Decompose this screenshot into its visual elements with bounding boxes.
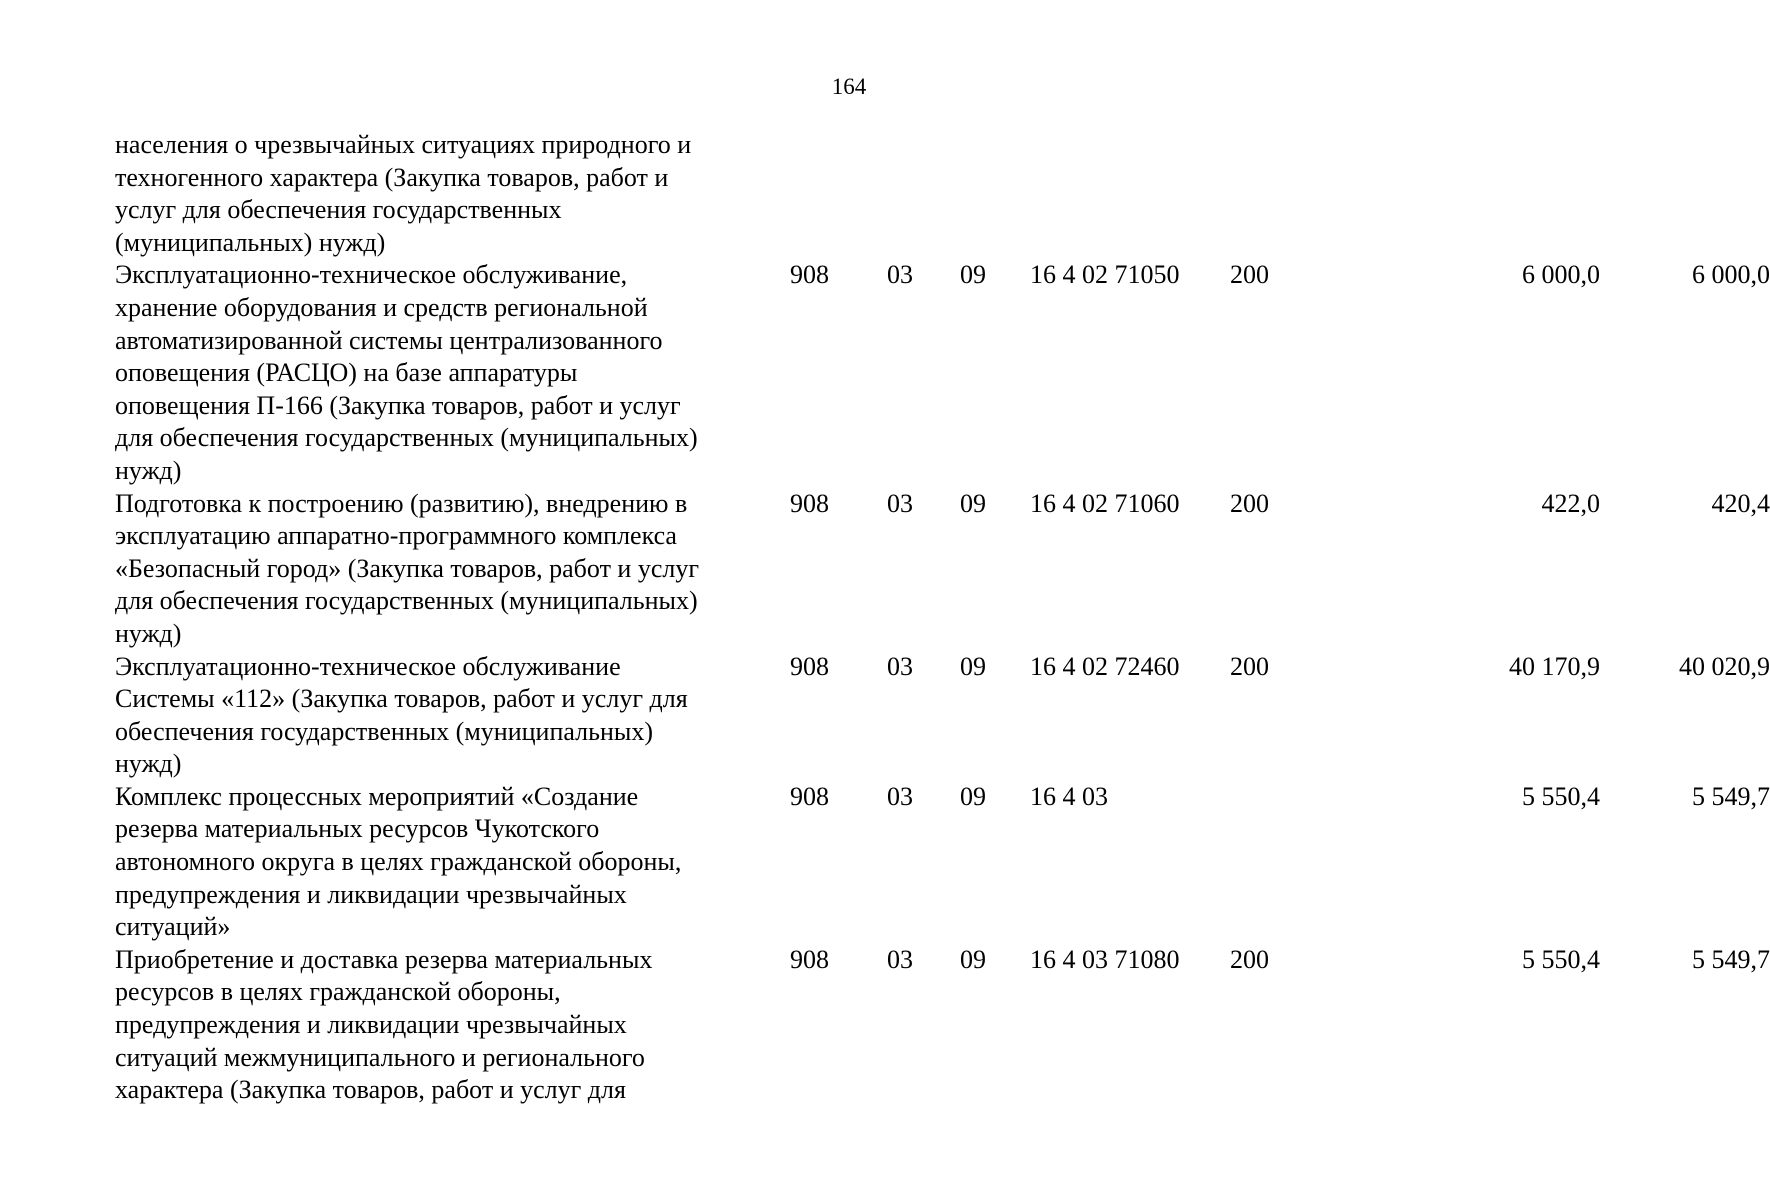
table-row bbox=[115, 259, 1770, 487]
row-target-article: 16 4 02 72460 bbox=[1030, 651, 1180, 681]
row-admin-code: 908 bbox=[790, 944, 829, 974]
table-row bbox=[115, 129, 1665, 259]
row-description: Подготовка к построению (развитию), внедрению в эксплуатацию аппаратно-программного комплекса «Безопасный город» (Закупка товаров, работ и услуг для обеспечения государственных (муниципальных) нужд) bbox=[115, 488, 700, 648]
row-sum-executed: 420,4 bbox=[1711, 488, 1770, 518]
row-description: Комплекс процессных мероприятий «Создание резерва материальных ресурсов Чукотского автономного округа в целях гражданской обороны, предупреждения и ликвидации чрезвычайных ситуаций» bbox=[115, 781, 682, 942]
row-section-code: 03 bbox=[887, 781, 913, 811]
row-admin-code: 908 bbox=[790, 781, 829, 811]
row-admin-code: 908 bbox=[790, 488, 829, 518]
budget-table bbox=[115, 129, 1770, 1107]
row-admin-code: 908 bbox=[790, 260, 829, 290]
row-expense-type: 200 bbox=[1230, 488, 1269, 518]
row-section-code: 03 bbox=[887, 260, 913, 290]
row-subsection-code: 09 bbox=[960, 260, 986, 290]
row-sum-executed: 40 020,9 bbox=[1679, 651, 1770, 681]
row-expense-type: 200 bbox=[1230, 260, 1269, 290]
row-sum-executed: 5 549,7 bbox=[1692, 781, 1770, 811]
row-description: Эксплуатационно-техническое обслуживание Системы «112» (Закупка товаров, работ и услуг для обеспечения государственных (муниципальных) нужд) bbox=[115, 651, 688, 779]
row-expense-type: 200 bbox=[1230, 944, 1269, 974]
table-row bbox=[115, 651, 1770, 781]
row-section-code: 03 bbox=[887, 488, 913, 518]
row-subsection-code: 09 bbox=[960, 651, 986, 681]
row-target-article: 16 4 02 71050 bbox=[1030, 260, 1180, 290]
row-sum-executed: 5 549,7 bbox=[1692, 944, 1770, 974]
row-sum-executed: 6 000,0 bbox=[1692, 260, 1770, 290]
page-number: 164 bbox=[831, 74, 867, 99]
row-description: Эксплуатационно-техническое обслуживание, хранение оборудования и средств региональной автоматизированной системы централизованного оповещения (РАСЦО) на базе аппаратуры оповещения П-166 (Закупка товаров, работ и услуг для обеспечения государственных (муниципальных) нужд) bbox=[115, 260, 698, 485]
row-subsection-code: 09 bbox=[960, 781, 986, 811]
row-description: Приобретение и доставка резерва материальных ресурсов в целях гражданской обороны, предупреждения и ликвидации чрезвычайных ситуаций межмуниципального и регионального характера (Закупка товаров, работ и услуг для bbox=[115, 944, 653, 1105]
table-row bbox=[115, 781, 1770, 944]
row-sum-planned: 5 550,4 bbox=[1522, 944, 1600, 974]
row-subsection-code: 09 bbox=[960, 944, 986, 974]
row-target-article: 16 4 02 71060 bbox=[1030, 488, 1180, 518]
row-sum-planned: 422,0 bbox=[1541, 488, 1600, 518]
row-admin-code: 908 bbox=[790, 651, 829, 681]
row-section-code: 03 bbox=[887, 944, 913, 974]
table-row bbox=[115, 944, 1770, 1107]
row-sum-planned: 6 000,0 bbox=[1522, 260, 1600, 290]
table-row bbox=[115, 488, 1770, 651]
row-description: населения о чрезвычайных ситуациях природного и техногенного характера (Закупка товаров, работ и услуг для обеспечения государственных (муниципальных) нужд) bbox=[115, 130, 692, 257]
row-subsection-code: 09 bbox=[960, 488, 986, 518]
row-section-code: 03 bbox=[887, 651, 913, 681]
row-target-article: 16 4 03 bbox=[1030, 781, 1108, 811]
row-sum-planned: 40 170,9 bbox=[1509, 651, 1600, 681]
row-sum-planned: 5 550,4 bbox=[1522, 781, 1600, 811]
row-target-article: 16 4 03 71080 bbox=[1030, 944, 1180, 974]
row-expense-type: 200 bbox=[1230, 651, 1269, 681]
